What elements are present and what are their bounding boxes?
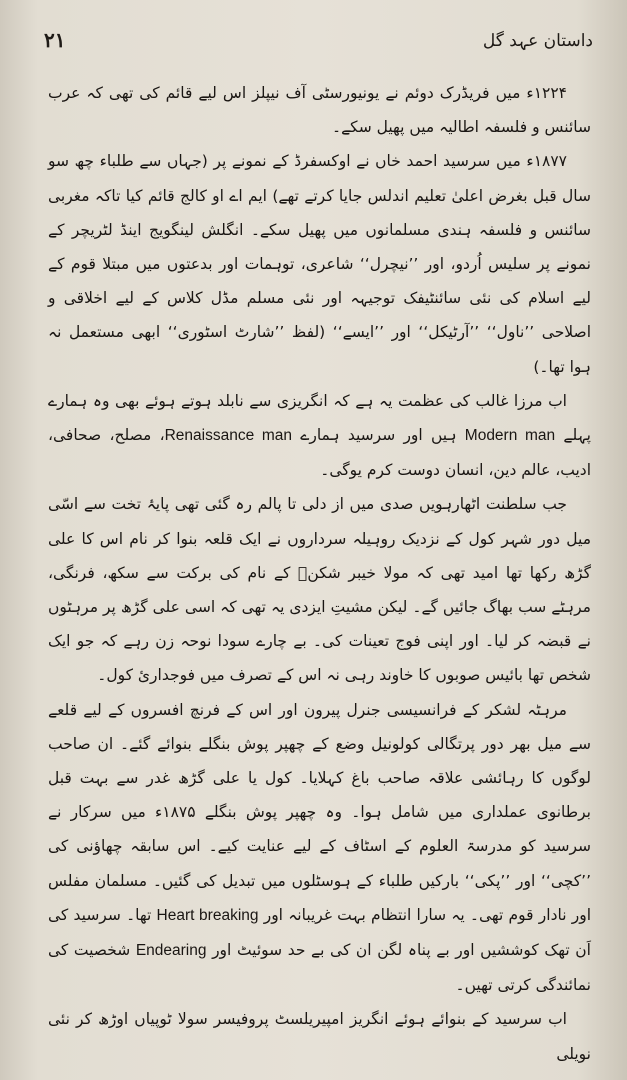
- paragraph: [48, 487, 591, 692]
- text-run: ۱۸۷۷ء میں سرسید احمد خاں نے اوکسفرڈ کے نمونے پر (جہاں سے طلباء چھ سو سال قبل بغرض اعلیٰ تعلیم اندلس جایا کرتے تھے) ایم اے او کالج قائم کیا تاکہ مغربی سائنس و فلسفہ ہندی مسلمانوں میں پھیل سکے۔ انگلش لینگویج اینڈ لٹریچر کے نمونے پر سلیس اُردو، اور ’’نیچرل‘‘ شاعری، توہمات اور بدعتوں میں مبتلا قوم کے لیے اسلام کی نئی سائنٹیفک توجیہہ اور نئی مسلم مڈل کلاس کے لیے اخلاقی و اصلاحی ’’ناول‘‘ ’’آرٹیکل‘‘ اور ’’ایسے‘‘ (لفظ ’’شارٹ اسٹوری‘‘ ابھی مستعمل نہ ہوا تھا۔): [48, 152, 591, 376]
- english-term: Modern man: [464, 427, 556, 445]
- text-run: شخصیت کی نمائندگی کرتی تھیں۔: [48, 941, 591, 995]
- text-run: ہیں اور سرسید ہمارے: [292, 426, 465, 445]
- paragraph: [48, 76, 591, 144]
- english-term: Endearing: [135, 942, 207, 960]
- text-run: ۱۲۲۴ء میں فریڈرک دوئم نے یونیورسٹی آف نیپلز اس لیے قائم کی تھی کہ عرب سائنس و فلسفہ اطالیہ میں پھیل سکے۔: [48, 84, 591, 137]
- text-run: تھا۔ سرسید کی اَن تھک کوششیں اور بے پناہ لگن ان کی بے حد سوئیٹ اور: [48, 905, 591, 960]
- page-number: ۲۱: [44, 28, 66, 52]
- english-term: Heart breaking: [156, 906, 259, 924]
- english-term: Renaissance man: [164, 427, 293, 445]
- paragraph: [48, 1002, 591, 1070]
- paragraph: [48, 384, 591, 488]
- text-run: اب سرسید کے بنوائے ہوئے انگریز امپیریلسٹ پروفیسر سولا ٹوپیاں اوڑھ کر نئی نویلی: [48, 1010, 591, 1063]
- text-run: جب سلطنت اٹھارہویں صدی میں از دلی تا پالم رہ گئی تھی پایۂ تخت سے اسّی میل دور شہر کول کے نزدیک روہیلہ سرداروں نے ایک قلعہ بنوا کر نام اس کا علی گڑھ رکھا تھا امید تھی کہ مولا خیبر شکنؓ کے نام کی برکت سے سکھ، فرنگی، مرہٹے سب بھاگ جائیں گے۔ لیکن مشیتِ ایزدی یہ تھی کہ اسی علی گڑھ پر مرہٹوں نے قبضہ کر لیا۔ اور اپنی فوج تعینات کی۔ بے چارے سودا نوحہ زن رہے کہ جو ایک شخص تھا بائیس صوبوں کا خاوند رہی نہ اس کے تصرف میں فوجداریٔ کول۔: [48, 495, 591, 685]
- paragraph: [48, 144, 591, 383]
- text-run: اب مرزا غالب کی عظمت یہ ہے کہ انگریزی سے نابلد ہوتے ہوئے بھی وہ ہمارے پہلے: [48, 391, 591, 445]
- running-head: داستان عہد گل: [482, 31, 593, 51]
- text-run: مرہٹہ لشکر کے فرانسیسی جنرل پیرون اور اس کے فرنچ افسروں کے لیے قلعے سے میل بھر دور پرتگالی کولونیل وضع کے چھپر پوش بنگلے بنوائے گئے۔ ان صاحب لوگوں کا رہائشی علاقہ صاحب باغ کہلایا۔ کول یا علی گڑھ غدر سے بہت قبل برطانوی عملداری میں شامل ہوا۔ وہ چھپر پوش بنگلے ۱۸۷۵ء میں سرکار نے سرسید کو مدرسۃ العلوم کے اسٹاف کے لیے عنایت کیے۔ اس سابقہ چھاؤنی کی ’’کچی‘‘ اور ’’پکی‘‘ بارکیں طلباء کے ہوسٹلوں میں تبدیل کی گئیں۔ مسلمان مفلس اور نادار قوم تھی۔ یہ سارا انتظام بہت غریبانہ اور: [48, 700, 591, 924]
- paragraph: [48, 693, 591, 1003]
- text-run: ، مصلح، صحافی، ادیب، عالم دین، انسان دوست کرم یوگی۔: [48, 426, 591, 480]
- body-text: [48, 76, 591, 1071]
- page-header: [44, 30, 593, 58]
